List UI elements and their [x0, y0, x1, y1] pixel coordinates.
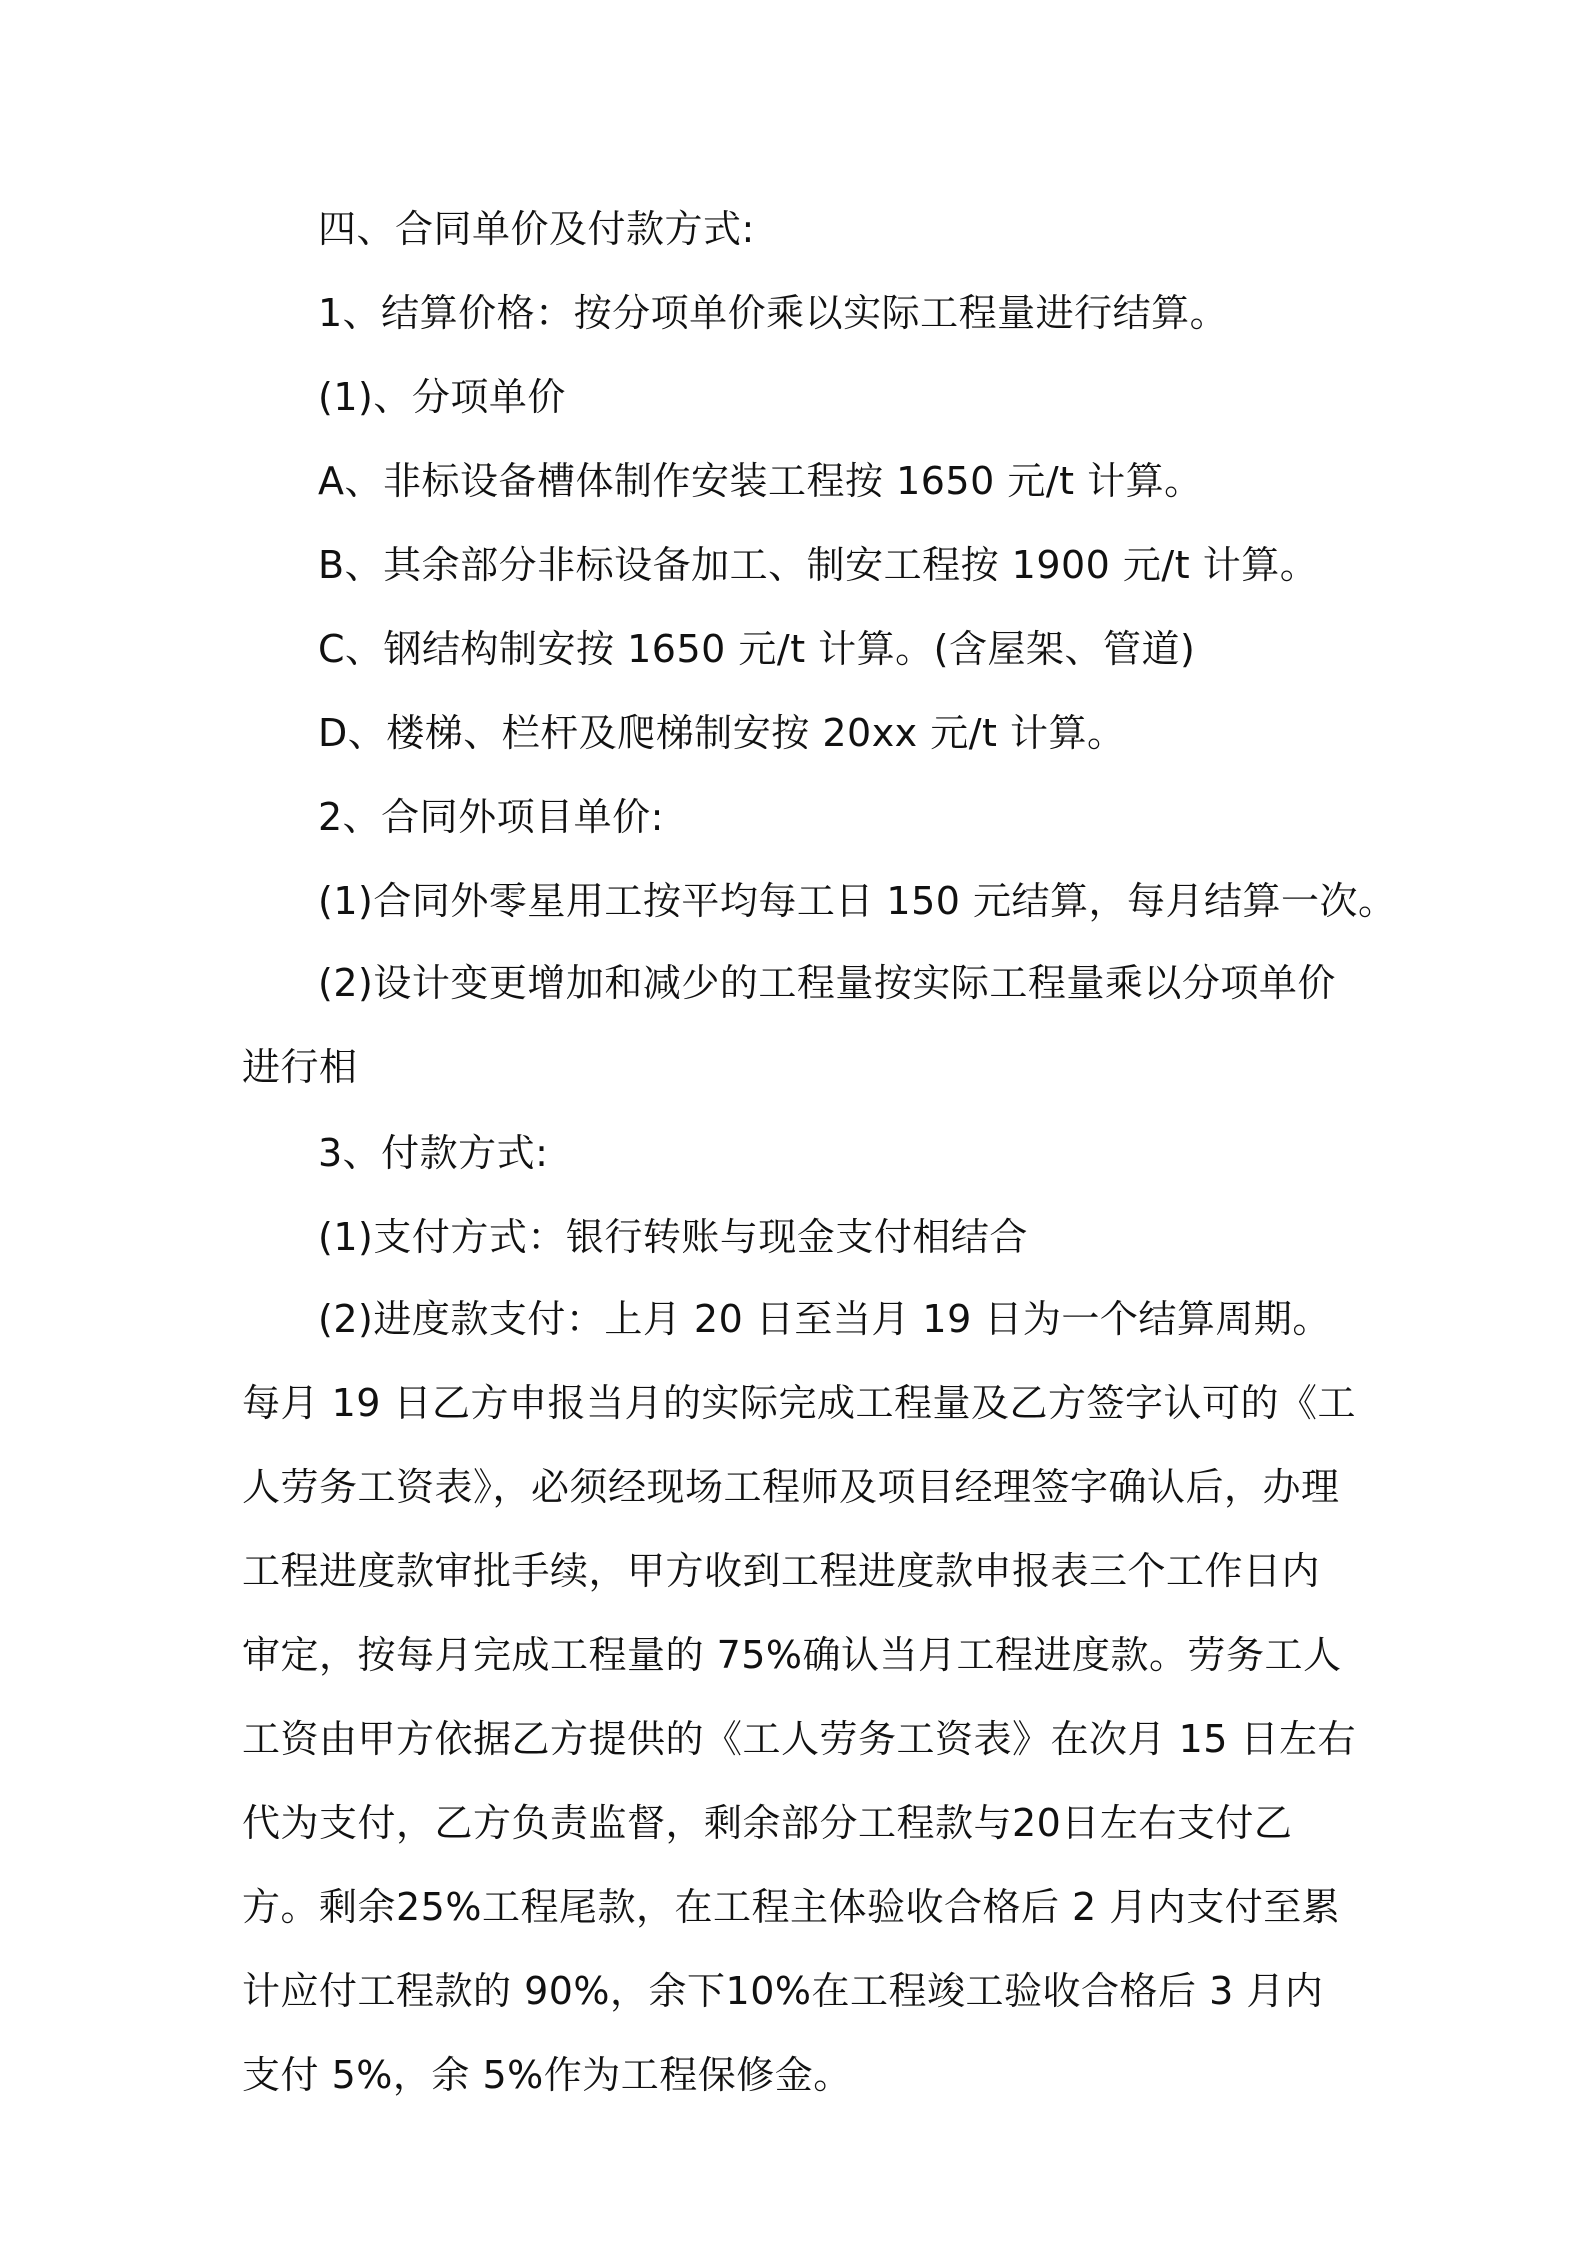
item-2-1: (1)合同外零星用工按平均每工日 150 元结算，每月结算一次。 — [318, 879, 1397, 923]
item-1-a: A、非标设备槽体制作安装工程按 1650 元/t 计算。 — [318, 459, 1203, 503]
item-1-d: D、楼梯、栏杆及爬梯制安按 20xx 元/t 计算。 — [318, 711, 1126, 755]
item-3-1: (1)支付方式：银行转账与现金支付相结合 — [318, 1215, 1028, 1259]
item-2-2: (2)设计变更增加和减少的工程量按实际工程量乘以分项单价进行相 — [242, 961, 1336, 1089]
item-1-settlement-price: 1、结算价格：按分项单价乘以实际工程量进行结算。 — [318, 291, 1229, 335]
item-3-2-paragraph: (2)进度款支付：上月 20 日至当月 19 日为一个结算周期。每月 19 日乙方申报当月的实际完成工程量及乙方签字认可的《工人劳务工资表》，必须经现场工程师及项目经理签字确认后，办理工程进度款审批手续，甲方收到工程进度款申报表三个工作日内审定，按每月完成工程量的 75%确认当月工程进度款。劳务工人工资由甲方依据乙方提供的《工人劳务工资表》在次月 15 日左右代为支付，乙方负责监督，剩余部分工程款与20日左右支付乙方。剩余25%工程尾款，在工程主体验收合格后 2 月内支付至累计应付工程款的 90%，余下10%在工程竣工验收合格后 3 月内支付 5%，余 5%作为工程保修金。 — [242, 1297, 1357, 2097]
item-1-b: B、其余部分非标设备加工、制安工程按 1900 元/t 计算。 — [318, 543, 1319, 587]
item-3-heading: 3、付款方式: — [318, 1131, 549, 1175]
item-2-heading: 2、合同外项目单价: — [318, 795, 664, 839]
section-heading: 四、合同单价及付款方式: — [318, 207, 755, 251]
item-1-sub-unit-price: (1)、分项单价 — [318, 375, 566, 419]
item-1-c: C、钢结构制安按 1650 元/t 计算。(含屋架、管道) — [318, 627, 1196, 671]
